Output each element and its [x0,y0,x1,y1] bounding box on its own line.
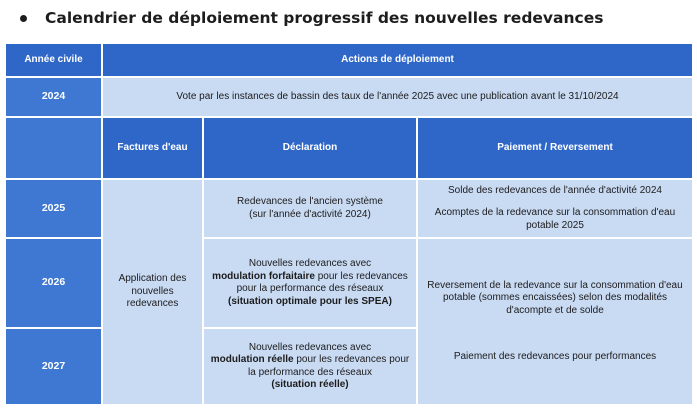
paiement-2026: Reversement de la redevance sur la consommation d'eau potable (sommes encaissées) selon des modalités d'acompte et de solde [427,279,683,316]
year-header-spacer [5,117,102,179]
factures-header: Factures d'eau [102,117,203,179]
paiement-2026-2027 [417,238,693,405]
declaration-2027 [203,328,417,405]
declaration-2026 [203,238,417,328]
paiement-header: Paiement / Reversement [417,117,693,179]
declaration-2026-d: (situation optimale pour les SPEA) [228,295,392,307]
year-column-header: Année civile [5,43,102,77]
declaration-2025-line1: Redevances de l'ancien système [237,196,383,207]
declaration-header: Déclaration [203,117,417,179]
paiement-2025-acomptes: Acomptes de la redevance sur la consommation d'eau potable 2025 [434,207,676,231]
declaration-2025-line2: (sur l'année d'activité 2024) [249,208,371,220]
declaration-2026-c: pour les redevances pour la performance des réseaux [236,270,408,294]
declaration-2027-a: Nouvelles redevances avec [248,341,372,353]
year-2024: 2024 [5,77,102,117]
year-2025: 2025 [5,179,102,238]
row-2024-actions: Vote par les instances de bassin des taux de l'année 2025 avec une publication avant le 31/10/2024 [102,77,693,117]
deployment-schedule-table [4,42,694,406]
paiement-2025-solde: Solde des redevances de l'année d'activité 2024 [448,184,662,196]
paiement-2025 [417,179,693,238]
heading-text: Calendrier de déploiement progressif des nouvelles redevances [45,9,604,27]
declaration-2027-c: pour les redevances pour la performance des réseaux [248,354,410,378]
year-2027: 2027 [5,328,102,405]
section-heading [20,6,603,30]
factures-application-cell: Application des nouvelles redevances [102,179,203,405]
declaration-2027-d: (situation réelle) [271,379,349,390]
declaration-2026-b: modulation forfaitaire [212,270,315,282]
actions-header: Actions de déploiement [102,43,693,77]
bullet-icon [20,15,27,22]
year-2026: 2026 [5,238,102,328]
declaration-2027-b: modulation réelle [210,354,294,365]
declaration-2026-a: Nouvelles redevances avec [248,258,372,269]
paiement-2027: Paiement des redevances pour performances [453,351,657,362]
declaration-2025 [203,179,417,238]
